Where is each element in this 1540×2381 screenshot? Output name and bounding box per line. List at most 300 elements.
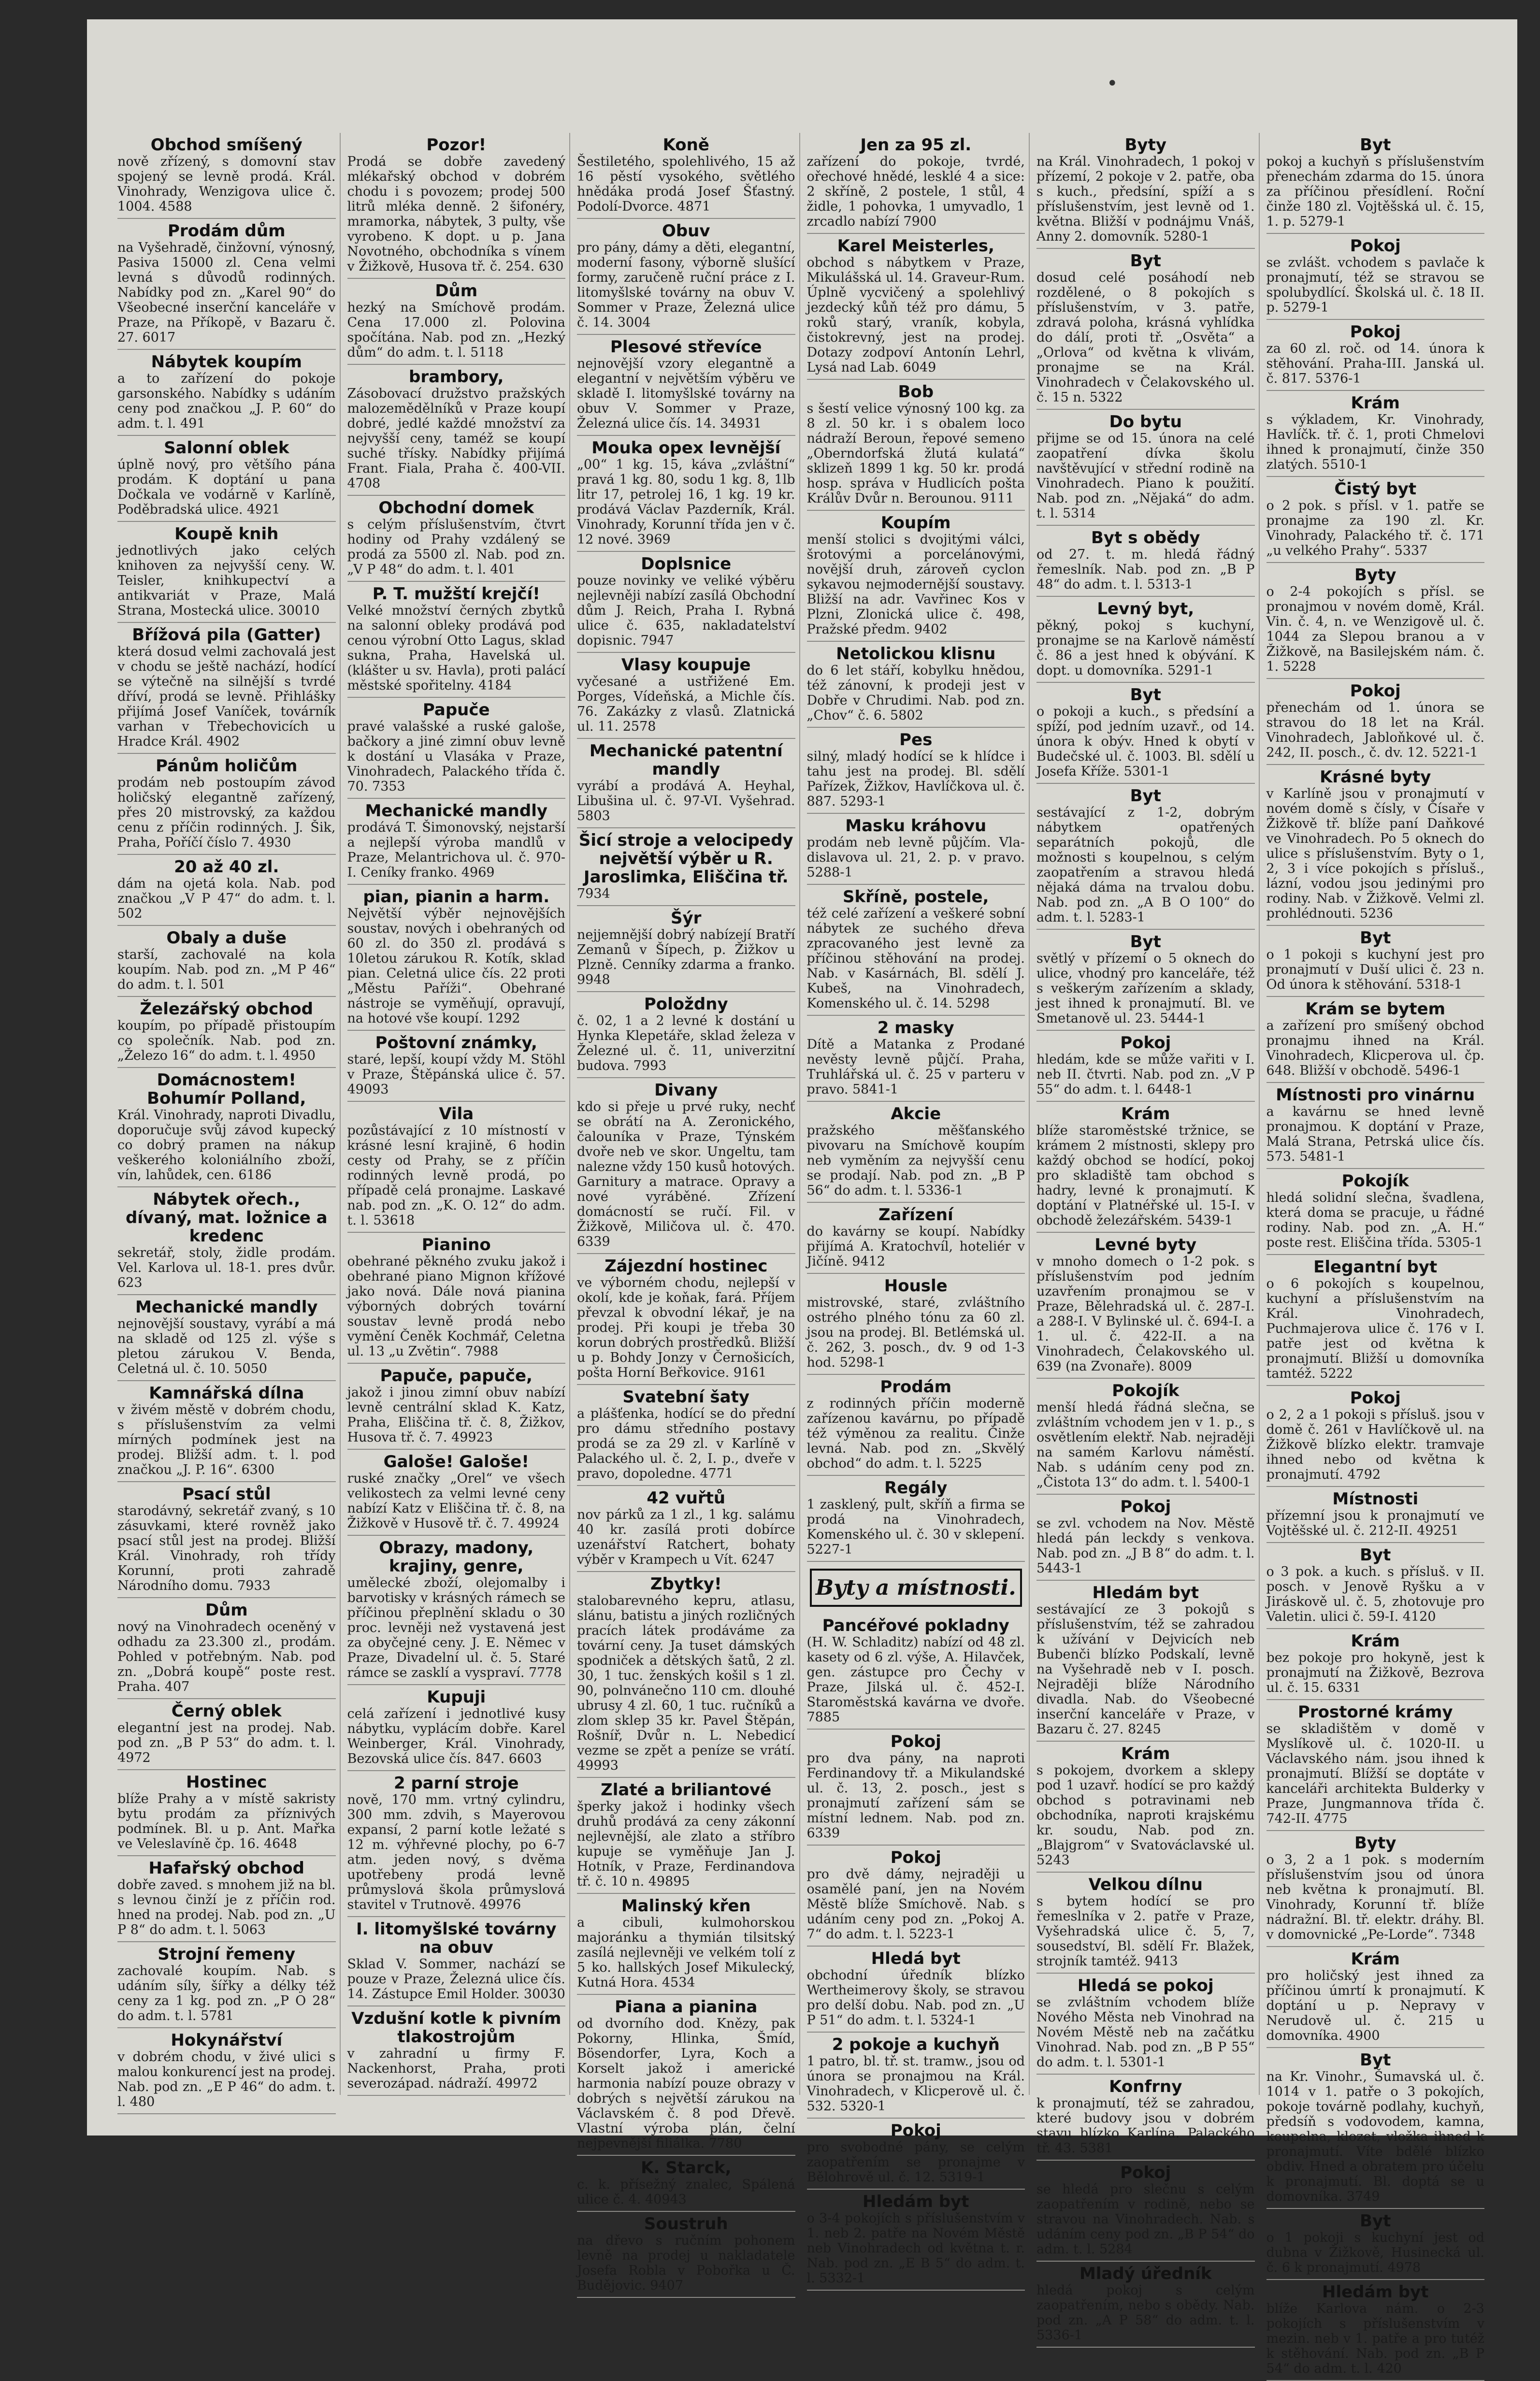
ad-heading: Krám	[1121, 1744, 1170, 1763]
ad-heading: Hostinec	[186, 1773, 267, 1792]
ad-text: přízemní jsou k pronajmutí ve Vojtěšské ul. č. 212-II. 49251	[1266, 1508, 1484, 1538]
ad-text: z rodinných příčin moderně zařízenou kavárnu, po případě též výměnou za realitu. Činže levná. Nab. pod zn. „Skvělý obchod“ do adm. t. l. 5225	[806, 1396, 1025, 1471]
ad-text: elegantní jest na prodej. Nab. pod zn. „B P 53“ do adm. t. l. 4972	[117, 1720, 336, 1765]
ad-heading: Kamnářská dílna	[149, 1384, 304, 1403]
classified-ad	[1036, 683, 1255, 784]
ad-text: nově zřízený, s domovní stav spojený se levně prodá. Král. Vinohrady, Wenzigova ulice č. 1004. 4588	[117, 154, 336, 214]
classified-ad	[807, 1476, 1025, 1562]
ad-text: a zařízení pro smíšený obchod pronajmu ihned na Král. Vinohradech, Klicperova ul. čp. 648. Bližší v obchodě. 5496-1	[1266, 1018, 1484, 1078]
ad-text: sestávající z 1-2, dobrým nábytkem opatřených separátních pokojů, dle možnosti s koupelnou, s celým zaopatřením a stravou hledá nějaká dáma na trvalou dobu. Nab. pod zn. „A B O 100“ do adm. t. l. 5283-1	[1036, 805, 1255, 925]
column-4	[803, 133, 1030, 2286]
classified-ad	[347, 1031, 566, 1102]
classified-ad	[117, 1295, 336, 1381]
classified-ad	[117, 350, 336, 436]
classified-ad	[117, 1381, 336, 1482]
classified-ad	[117, 1856, 336, 1942]
ad-heading: Zájezdní hostinec	[604, 1256, 768, 1276]
ad-heading: P. T. mužští krejčí!	[372, 584, 540, 604]
classified-ad	[117, 2028, 336, 2114]
ad-text: o 1 pokoji s kuchyní jest od dubna v Žižkově, Husinecká ul. č. 6 k pronajmutí. 4978	[1266, 2230, 1484, 2275]
ad-heading: Krásné byty	[1320, 767, 1431, 787]
ad-text: 1 zasklený, pult, skříň a firma se prodá na Vinohradech, Komenského ul. č. 30 v sklepení. 5227-1	[806, 1497, 1025, 1557]
ad-heading: Vlasy koupuje	[621, 655, 751, 675]
ad-text: světlý v přízemí o 5 oknech do ulice, vhodný pro kanceláře, též s veškerým zařízením a sklady, jest ihned k pronajmutí. Bl. ve Smetanově ul. 23. 5444-1	[1036, 951, 1255, 1026]
ad-text: jednotlivých jako celých knihoven za nejvyšší ceny. W. Teisler, knihkupectví a antikvariát v Praze, Malá Strana, Mostecká ulice. 30010	[117, 543, 336, 618]
newspaper-page	[87, 19, 1517, 2376]
classified-ad	[1036, 1974, 1255, 2075]
classified-ad	[1267, 1487, 1485, 1543]
ad-heading: Hledám byt	[1322, 2282, 1429, 2302]
ad-text: úplně nový, pro většího pána prodám. K doptání u pana Dočkala ve vodárně v Karlíně, Poděbradská ulice. 4921	[117, 457, 336, 517]
ad-heading: Elegantní byt	[1313, 1257, 1438, 1277]
classified-ad	[117, 997, 336, 1068]
ad-heading: Velkou dílnu	[1088, 1875, 1203, 1894]
ad-heading: Pokojík	[1341, 1171, 1409, 1191]
classified-ad	[1036, 1102, 1255, 1233]
classified-ad	[807, 1016, 1025, 1102]
ad-heading: Místnosti pro vinárnu	[1276, 1085, 1475, 1105]
ad-heading: 42 vuřtů	[647, 1488, 726, 1508]
ad-text: na Vyšehradě, činžovní, výnosný, Pasiva 15000 zl. Cena velmi levná s důvodů rodinných. Nabídky pod zn. „Karel 90“ do Všeobecné inserční kanceláře v Praze, na Příkopě, v Bazaru č. 27. 6017	[117, 240, 336, 345]
classified-ad	[1036, 1379, 1255, 1495]
ad-text: bez pokoje pro hokyně, jest k pronajmutí na Žižkově, Bezrova ul. č. 15. 6331	[1266, 1650, 1484, 1695]
classified-ad	[1267, 391, 1485, 477]
ad-text: do kavárny se koupí. Nabídky přijímá A. Kratochvíl, hoteliér v Jičíně. 9412	[806, 1224, 1025, 1269]
ad-heading: 2 parní stroje	[393, 1774, 519, 1793]
classified-ad	[1267, 477, 1485, 563]
ad-text: o 6 pokojích s koupelnou, kuchyní a příslušenstvím na Král. Vinohradech, Puchmajerova ulice č. 176 v I. patře jest od května k pronajmutí. Bližší u domovníka tamtéž. 5222	[1266, 1276, 1484, 1381]
ad-heading: Zlaté a briliantové	[601, 1780, 772, 1800]
classified-ad	[347, 1771, 566, 1917]
ad-heading: Prodám	[880, 1377, 952, 1397]
ad-text: dám na ojetá kola. Nab. pod značkou „V P 47“ do adm. t. l. 502	[117, 876, 336, 921]
ad-heading: Akcie	[891, 1104, 941, 1124]
classified-ad	[1267, 2209, 1485, 2280]
classified-ad	[577, 436, 795, 552]
ad-heading: Pokoj	[1350, 681, 1401, 701]
classified-ad	[347, 1536, 566, 1685]
ad-text: obchodní úředník blízko Wertheimerovy školy, se stravou pro delší dobu. Nab. pod zn. „U P 51“ do adm. t. l. 5324-1	[806, 1968, 1025, 2028]
ad-text: prodám neb levně půjčím. Vla-dislavova ul. 21, 2. p. v pravo. 5288-1	[806, 835, 1025, 880]
ad-text: o 3 pok. a kuch. s přísluš. v II. posch. v Jenově Ryšku a v Jiráskově ul. č. 5, zhotovuje pro Valetin. ulici č. 59-I. 4120	[1266, 1564, 1484, 1624]
ad-text: do 6 let stáří, kobylku hnědou, též zánovní, k prodeji jest v Dobře v Chrudimi. Nab. pod zn. „Chov“ č. 6. 5802	[806, 663, 1025, 723]
classified-ad	[577, 1995, 795, 2156]
ad-text: jakož i jinou zimní obuv nabízí levně centrální sklad K. Katz, Praha, Eliščina tř. č. 8, Žižkov, Husova tř. č. 7. 49923	[347, 1385, 565, 1445]
ad-heading: Pozor!	[426, 135, 487, 155]
ad-heading: Pianino	[421, 1235, 491, 1255]
ad-heading: Šýr	[671, 909, 702, 928]
ad-text: na dřevo s ručním pohonem levně na prodej u nakladatele Josefa Robla v Pobořka u Č. Budějovic. 9407	[577, 2233, 795, 2293]
classified-ad	[1267, 133, 1485, 234]
ad-heading: Pokoj	[1350, 322, 1401, 342]
classified-ad	[117, 855, 336, 926]
ad-text: hledám, kde se může vařiti v I. neb II. čtvrti. Nab. pod zn. „V P 55“ do adm. t. l. 6448-1	[1036, 1052, 1255, 1097]
classified-ad	[117, 436, 336, 522]
ad-text: Největší výběr nejnovějších soustav, nových i obehraných od 60 zl. do 350 zl. prodává s 10letou zárukou R. Kotík, sklad pian. Celetná ulice čís. 22 proti „Městu Paříži“. Obehrané nástroje se vyměňují, opravují, na hotové vše koupí. 1292	[347, 906, 565, 1026]
ad-text: blíže staroměstské tržnice, se krámem 2 místnosti, sklepy pro každý obchod se hodící, pokoj pro skladiště tam obchod s hadry, levné k pronajmutí. K doptání v Platnéřské ul. 15-I. v obchodě železářském. 5439-1	[1036, 1123, 1255, 1228]
ad-text: obehrané pěkného zvuku jakož i obehrané piano Mignon křížové jako nová. Dále nová pianina výborných dobrých tovární soustav levně prodá nebo vymění Čeněk Kochmář, Celetna ul. 13 „u Zvětin“. 7988	[347, 1254, 565, 1359]
classified-ad	[1267, 1700, 1485, 1831]
ad-text: se hledá pro slečnu s celým zaopatřením v rodině, nebo se stravou na Vinohradech. Nab. s udáním ceny pod zn. „B P 54“ do adm. t. l. 5284	[1036, 2182, 1255, 2257]
classified-ad	[117, 623, 336, 754]
ad-heading: 20 až 40 zl.	[174, 857, 279, 877]
ad-text: silný, mladý hodící se k hlídce i tahu jest na prodej. Bl. sdělí Pařízek, Žižkov, Havlíčkova ul. č. 887. 5293-1	[806, 749, 1025, 809]
ad-heading: Netolickou klisnu	[836, 644, 996, 664]
ad-heading: Krám	[1351, 1949, 1400, 1969]
ad-heading: brambory,	[409, 367, 504, 387]
ad-text: blíže Karlova nám. o 2-3 pokojích s příslušenstvím v mezin. neb v 1. patře a pro tutéž k stěhování. Nab. pod zn. „B P 54“ do adm. t. l. 420	[1266, 2301, 1484, 2376]
ad-text: prodám neb postoupím závod holičský elegantně zařízený, přes 20 mistrovský, za každou cenu z příčin rodinných. J. Šik, Praha, Poříčí číslo 7. 4930	[117, 775, 336, 850]
ad-text: v Karlíně jsou v pronajmutí v novém domě s čísly, v Čísaře v Žižkově tř. blíže paní Daňkové ve Vinohradech. Po 5 oknech do ulice s příslušenstvím. Byty o 1, 2, 3 i více pokojích s přísluš., lázní, vodou jsou jedinými pro rodiny. Nab. v Žižkově. Velmi zl. prohlédnouti. 5236	[1266, 786, 1484, 921]
ad-heading: Pokojík	[1112, 1381, 1180, 1400]
ad-heading: Mouka opex levnější	[591, 438, 781, 458]
ad-text: c. k. přísežný znalec, Spálená ulice č. 4. 40943	[577, 2177, 795, 2207]
ad-text: zařízení do pokoje, tvrdé, ořechové hnědé, lesklé 4 a sice: 2 skříně, 2 postele, 1 stůl, 4 židle, 1 pohovka, 1 umyvadlo, 1 zrcadlo nabízí 7900	[806, 154, 1025, 229]
classified-ad	[807, 380, 1025, 511]
classified-ad	[577, 2212, 795, 2298]
ad-text: pravé valašské a ruské galoše, bačkory a jiné zimní obuv levně k dostání u Vlasáka v Praze, Vinohradech, Palackého třída č. 70. 7353	[347, 719, 565, 794]
ad-text: menší hledá řádná slečna, se zvláštním vchodem jen v 1. p., s osvětlením elektř. Nab. nejraději na samém Karlovu náměstí. Nab. s udáním ceny pod zn. „Čistota 13“ do adm. t. l. 5400-1	[1036, 1400, 1255, 1490]
classified-ad	[807, 1102, 1025, 1203]
classified-ad	[1267, 563, 1485, 679]
classified-ad	[117, 1770, 336, 1856]
classified-ad	[1267, 234, 1485, 320]
classified-ad	[807, 1274, 1025, 1375]
ad-heading: Zařízení	[878, 1205, 953, 1225]
column-3	[573, 133, 800, 2293]
classified-ad	[1036, 1233, 1255, 1379]
ad-text: Zásobovací družstvo pražských malozemědělníků v Praze koupí dobré, jedlé každé množství za nejvyšší ceny, taméž se koupí suché třísky. Nabídky přijímá Frant. Fiala, Praha č. 400-VII. 4708	[347, 386, 565, 491]
ad-text: stalobarevného kepru, atlasu, slánu, batistu a jiných rozličných pracích látek prodáváme za tovární ceny. Ja tuset dámských spodniček a dětských šatů, 2 zl. 30, 1 tuc. ženských košil s 1 zl. 90, polnvánečno 110 cm. dlouhé ubrusy 4 zl. 60, 1 tuc. ručníků a zlom sklep 35 kr. Pavel Štěpán, Rošníř, Dvůr n. L. Nebedicí vezme se zpět a peníze se vrátí. 49993	[577, 1593, 795, 1773]
ad-heading: Dům	[435, 281, 478, 301]
classified-ad	[577, 739, 795, 828]
ad-text: pokoj a kuchyň s příslušenstvím přenechám zdarma do 15. února za příčinou přesídlení. Roční činže 180 zl. Vojtěšská ul. č. 15, 1. p. 5279-1	[1266, 154, 1484, 229]
ad-text: nejnovější vzory elegantně a elegantní v největším výběru ve skladě I. litomyšlské továrny na obuv V. Sommer v Praze, Železná ulice čís. 14. 34931	[577, 356, 795, 431]
ad-text: o 2-4 pokojích s přísl. se pronajmou v novém domě, Král. Vin. č. 4, n. ve Wenzigově ul. č. 1044 za Slepou branou a v Žižkově, na Basilejském nám. č. 1. 5228	[1266, 584, 1484, 674]
ad-heading: Železářský obchod	[140, 999, 314, 1019]
ad-heading: Jen za 95 zl.	[860, 135, 972, 155]
classified-ad	[1036, 133, 1255, 249]
classified-ad	[1036, 410, 1255, 526]
ad-heading: Kupuji	[427, 1688, 486, 1707]
classified-ad	[117, 522, 336, 623]
classified-ad	[807, 1846, 1025, 1947]
classified-ad	[807, 885, 1025, 1016]
classified-ad	[117, 133, 336, 219]
ad-heading: Pokoj	[890, 1848, 941, 1867]
classified-ad	[807, 1614, 1025, 1730]
classified-ad	[807, 728, 1025, 814]
classified-ad	[117, 926, 336, 997]
ad-heading: Černý oblek	[171, 1702, 282, 1721]
ad-heading: Konfrny	[1109, 2077, 1182, 2096]
classified-ad	[807, 1203, 1025, 1274]
ad-heading: Poštovní známky,	[375, 1033, 537, 1053]
ad-heading: pian, pianin a harm.	[363, 887, 550, 907]
column-1	[114, 133, 341, 2109]
ad-text: šperky jakož i hodinky všech druhů prodává za ceny zákonní nejlevnější, ale zlato a stříbro kupuje se vyměňuje Jan J. Hotník, v Praze, Ferdinandova tř. č. 10 n. 49895	[577, 1799, 795, 1889]
ad-text: se skladištěm v domě v Myslíkově ul. č. 1020-II. u Václavského nám. jsou ihned k pronajmutí. Blížší se doptáte v kanceláři architekta Bulderky v Praze, Jungmannova třída č. 742-II. 4775	[1266, 1721, 1484, 1826]
page-mark: •	[1107, 72, 1118, 95]
classified-ad	[347, 799, 566, 885]
classified-ad	[117, 754, 336, 855]
ad-text: sekretář, stoly, židle prodám. Vel. Karlova ul. 18-1. pres dvůr. 623	[117, 1245, 336, 1290]
ad-heading: Nábytek koupím	[151, 352, 302, 372]
classified-ad	[577, 1572, 795, 1778]
classified-ad	[577, 335, 795, 436]
ad-text: pro dva pány, na naproti Ferdinandovy tř. a Mikulandské ul. č. 13, 2. posch., jest s pronajmutí zařízení sám se místní lednem. Nab. pod zn. 6339	[806, 1751, 1025, 1841]
classified-ad	[807, 133, 1025, 234]
ad-text: dosud celé posáhodí neb rozdělené, o 8 pokojích s příslušenstvím, v 3. patře, zdravá poloha, krásná vyhlídka do dálí, proti tř. „Osvěta“ a „Orlova“ od května k vlivám, pronajme se na Král. Vinohradech v Čelakovského ul. č. 15 n. 5322	[1036, 270, 1255, 405]
ad-text: od dvorního dod. Knězy, pak Pokorny, Hlinka, Šmíd, Bösendorfer, Lyra, Koch a Korselt jakož i americké harmonia nabízí pouze obrazy v dobrých s největší zárukou na Václavském č. 8 pod Dřevě. Vlastní výroba plán, čelní nejpevnější filiálka. 7780	[577, 2016, 795, 2151]
classified-ad	[1267, 1947, 1485, 2048]
ad-text: mistrovské, staré, zvláštního ostrého plného tónu za 60 zl. jsou na prodej. Bl. Betlémská ul. č. 262, 3. posch., dv. 9 od 1-3 hod. 5298-1	[806, 1295, 1025, 1370]
ad-heading: Obchod smíšený	[150, 135, 302, 155]
ad-text: pěkný, pokoj s kuchyní, pronajme se na Karlově náměstí č. 86 a jest hned k obývání. K dopt. u domovníka. 5291-1	[1036, 618, 1255, 678]
ad-text: pro holičský jest ihned za příčinou úmrtí k pronajmutí. K doptání u p. Nepravy v Nerudově ul. č. 215 u domovníka. 4900	[1266, 1968, 1484, 2043]
ad-text: hezký na Smíchově prodám. Cena 17.000 zl. Polovina spočítána. Nab. pod zn. „Hezký dům“ do adm. t. l. 5118	[347, 300, 565, 360]
classified-ad	[1267, 2280, 1485, 2381]
ad-text: s výkladem, Kr. Vinohrady, Havlíčk. tř. č. 1, proti Chmelovi ihned k pronajmutí, činže 350 zlatých. 5510-1	[1266, 412, 1484, 472]
ad-heading: K. Starck,	[641, 2158, 732, 2178]
classified-ad	[117, 1068, 336, 1187]
classified-ad	[1036, 784, 1255, 930]
ad-text: obchod s nábytkem v Praze, Mikulášská ul. 14. Graveur-Rum. Úplně vycvičený a spolehlivý jezdecký kůň též pro dámu, 5 roků starý, vraník, kobyla, čistokrevný, jest na prodej. Dotazy zodpoví Antonín Lehrl, Lysá nad Lab. 6049	[806, 255, 1025, 375]
classified-ad	[347, 885, 566, 1031]
classified-ad	[347, 1102, 566, 1233]
ad-heading: Divany	[654, 1081, 718, 1100]
ad-text: o pokoji a kuch., s předsíní a spíží, pod jedním uzavř., od 14. února k obýv. Hned k obytí v Budečské ul. č. 1003. Bl. sdělí u Josefa Kříže. 5301-1	[1036, 704, 1255, 779]
classified-ad	[807, 1375, 1025, 1476]
classified-ad	[577, 1486, 795, 1572]
classified-ad	[347, 698, 566, 799]
ad-text: o 1 pokoji s kuchyní jest pro pronajmutí v Duší ulici č. 23 n. Od února k stěhování. 5318-1	[1266, 947, 1484, 992]
ad-heading: Byt	[1360, 2050, 1391, 2070]
ad-heading: Byty	[1354, 565, 1396, 585]
ad-text: Prodá se dobře zavedený mlékařský obchod v dobrém chodu i s povozem; prodej 500 litrů mléka denně. 2 šifonéry, mramorka, nábytek, 3 pulty, vše vyrobeno. K dopt. u p. Jana Novotného, obchodníka s vínem v Žižkově, Husova tř. č. 254. 630	[347, 154, 565, 274]
ad-heading: Dům	[205, 1601, 248, 1620]
classified-ad	[807, 1947, 1025, 2033]
ad-heading: Vzdušní kotle k pivním tlakostrojům	[351, 2009, 561, 2047]
ad-text: se zvláštním vchodem blíže Nového Města neb Vinohrad na Novém Městě neb na začátku Vinohrad. Nab. pod zn. „B P 55“ do adm. t. l. 5301-1	[1036, 1995, 1255, 2070]
ad-heading: Byt	[1130, 932, 1161, 952]
ad-heading: Levný byt,	[1097, 599, 1195, 619]
ad-text: „00“ 1 kg. 15, káva „zvláštní“ pravá 1 kg. 80, sodu 1 kg. 8, 1lb litr 17, petrolej 16, 1 kg. 19 kr. prodává Václav Pazderník, Král. Vinohrady, Korunní třída jen v č. 12 nové. 3969	[577, 457, 795, 547]
classified-ad	[1036, 930, 1255, 1031]
ad-text: Šestiletého, spolehlivého, 15 až 16 pěstí vysokého, světlého hnědáka prodá Josef Šťastný. Podolí-Dvorce. 4871	[577, 154, 795, 214]
ad-heading: Krám se bytem	[1305, 999, 1446, 1019]
classified-ad	[807, 234, 1025, 380]
ad-heading: Nábytek ořech., dívaný, mat. ložnice a kredenc	[125, 1190, 328, 1246]
classified-ad	[1267, 2048, 1485, 2209]
ad-heading: Bob	[898, 382, 934, 402]
classified-ad	[117, 219, 336, 350]
classified-ad	[1267, 1629, 1485, 1700]
classified-ad	[807, 2119, 1025, 2190]
classified-ad	[577, 2156, 795, 2212]
ad-text: ve výborném chodu, nejlepší v okolí, kde je koňak, fará. Příjem převzal k obvodní lékař, je na prodej. Při koupi je třeba 30 korun dobrých prostředků. Bližší u p. Bohdy Jonzy v Černošicích, pošta Horní Beřkovice. 9161	[577, 1275, 795, 1380]
classified-ad	[117, 1482, 336, 1598]
ad-heading: Do bytu	[1109, 412, 1182, 432]
ad-text: a to zařízení do pokoje garsonského. Nabídky s udáním ceny pod značkou „J. P. 60“ do adm. t. l. 491	[117, 371, 336, 431]
ad-text: hledá solidní slečna, švadlena, která doma se pracuje, u řádné rodiny. Nab. pod zn. „A. H.“ poste rest. Eliščina třída. 5305-1	[1266, 1190, 1484, 1250]
classified-ad	[1267, 1169, 1485, 1255]
ad-text: za 60 zl. roč. od 14. února k stěhování. Praha-III. Janská ul. č. 817. 5376-1	[1266, 341, 1484, 386]
ad-heading: Domácnostem! Bohumír Polland,	[147, 1070, 306, 1108]
ad-heading: Papuče, papuče,	[380, 1366, 533, 1385]
ad-heading: Prostorné krámy	[1297, 1703, 1453, 1722]
ad-text: pražského měšťanského pivovaru na Smíchově koupím neb vyměním za nejvyšší cenu se prodají. Nab. pod zn. „B P 56“ do adm. t. l. 5336-1	[806, 1123, 1025, 1198]
ad-text: č. 02, 1 a 2 levné k dostání u Hynka Klepetáře, sklad železa v Železné ul. č. 11, univerzitní budova. 7993	[577, 1013, 795, 1073]
ad-text: blíže Prahy a v místě sakristy bytu prodám za příznivých podmínek. Bl. u p. Ant. Mařka ve Veleslavíně čp. 16. 4648	[117, 1791, 336, 1851]
ad-text: v zahradní u firmy F. Nackenhorst, Praha, proti severozápad. nádraží. 49972	[347, 2046, 565, 2091]
ad-text: Sklad V. Sommer, nachází se pouze v Praze, Železná ulice čís. 14. Zástupce Emil Holder. 30030	[347, 1957, 565, 2002]
classified-ad	[1036, 1031, 1255, 1102]
ad-heading: 2 pokoje a kuchyň	[832, 2035, 1000, 2054]
ad-heading: Hledám byt	[863, 2192, 969, 2211]
ad-text: na Kr. Vinohr., Šumavská ul. č. 1014 v 1. patře o 3 pokojích, pokoje továrně podlahy, kuchyň, předsíň s vodovodem, kamna, koupelna, klozet, vložka ihned k pronajmutí. Víte bdělé blízko obdiv. Hned a obratem pro účelu k pronajmutí. Bl. doptá se u domovníka. 3749	[1266, 2069, 1484, 2204]
classified-ad	[347, 1685, 566, 1771]
ad-heading: Byt	[1360, 1545, 1391, 1565]
classified-ad	[807, 2033, 1025, 2119]
ad-heading: Hledám byt	[1092, 1583, 1199, 1602]
ad-heading: Pokoj	[1350, 1388, 1401, 1408]
classified-ad	[1036, 2161, 1255, 2262]
ad-text: též celé zařízení a veškeré sobní nábytek ze suchého dřeva zpracovaného jest levně za příčinou stěhování na prodej. Nab. v Kasárnách, Bl. sdělí J. Kubeš, na Vinohradech, Komenského ul. č. 14. 5298	[806, 906, 1025, 1011]
ad-text: starší, zachovalé na kola koupím. Nab. pod zn. „M P 46“ do adm. t. l. 501	[117, 947, 336, 992]
classified-ad	[577, 219, 795, 335]
ad-heading: Doplsnice	[641, 554, 732, 574]
classified-ad	[347, 1917, 566, 2006]
ad-heading: Piana a pianina	[615, 1997, 758, 2017]
ad-text: v mnoho domech o 1-2 pok. s příslušenstvím pod jedním uzavřením pronajmou se v Praze, Bělehradská ul. č. 287-I. a 288-I. V Bylinské ul. č. 694-I. a 1. ul. č. 422-II. a na Vinohradech, Čelakovského ul. 639 (na Zvonaře). 8009	[1036, 1254, 1255, 1374]
ad-heading: Malinský křen	[621, 1896, 751, 1916]
ad-heading: Pokoj	[1350, 236, 1401, 256]
classified-ad	[577, 133, 795, 219]
ad-heading: Krám	[1351, 1631, 1400, 1651]
ad-heading: Šicí stroje a velocipedy největší výběr u R. Jaroslimka, Eliščina tř.	[578, 831, 793, 887]
ad-text: Dítě a Matanka z Prodané nevěsty levně půjčí. Praha, Truhlářská ul. č. 25 v parteru v pravo. 5841-1	[806, 1037, 1025, 1097]
ad-heading: Břížová pila (Gatter)	[132, 625, 321, 645]
classified-ad	[577, 992, 795, 1078]
ad-text: Král. Vinohrady, naproti Divadlu, doporučuje svůj závod kupecký co dobrý pramen na nákup veškerého koloniálního zboží, vín, lahůdek, cen. 6186	[117, 1108, 336, 1183]
ad-heading: Byt	[1130, 685, 1161, 705]
ad-text: nov párků za 1 zl., 1 kg. salámu 40 kr. zasílá proti dobírce uzenářství Ratchert, bohaty výběr v Krampech u Vít. 6247	[577, 1507, 795, 1567]
ad-text: pro svobodné pány, se celým zaopatřením se pronajme v Bělohrově ul. č. 12. 5319-1	[806, 2140, 1025, 2185]
ad-text: a kavárnu se hned levně pronajmou. K doptání v Praze, Malá Strana, Petrská ulice čís. 573. 5481-1	[1266, 1104, 1484, 1164]
ad-heading: Obrazy, madony, krajiny, genre,	[379, 1538, 534, 1576]
ad-text: o 3, 2 a 1 pok. s moderním příslušenstvím jsou od února neb května k pronajmutí. Bl. Vinohrady, Korunní tř. blíže nádražní. Bl. tř. elektr. dráhy. Bl. v domovnické „Pe-Lorde“. 7348	[1266, 1852, 1484, 1942]
ad-text: se zvlášt. vchodem s pavlače k pronajmutí, též se stravou se spolubydlící. Školská ul. č. 18 II. p. 5279-1	[1266, 255, 1484, 315]
ad-heading: Byt	[1130, 786, 1161, 806]
classified-ad	[577, 828, 795, 906]
ad-text: prodává T. Šimonovský, nejstarší a nejlepší výroba mandlů v Praze, Melantrichova ul. č. 970-I. Ceníky franko. 4969	[347, 820, 565, 880]
ad-heading: Obaly a duše	[166, 928, 287, 948]
ad-heading: Skříně, postele,	[843, 887, 989, 907]
ad-heading: Vila	[439, 1104, 474, 1124]
classified-ad	[577, 1778, 795, 1894]
ad-text: o 3-4 pokojích s příslušenstvím v 1. neb 2. patře na Novém Městě neb Vinohradech od května t. r. Nab. pod zn. „E B 5“ do adm. t. l. 5332-1	[806, 2211, 1025, 2286]
ad-text: o 2 pok. s přísl. v 1. patře se pronajme za 190 zl. Kr. Vinohrady, Palackého tř. č. 171 „u velkého Prahy“. 5337	[1266, 498, 1484, 558]
ad-heading: Čistý byt	[1334, 479, 1417, 499]
ad-heading: Mechanické patentní mandly	[589, 741, 783, 779]
classified-ad	[347, 133, 566, 279]
ad-text: pouze novinky ve veliké výběru nejlevněji nabízí zasílá Obchodní dům J. Reich, Praha I. Rybná ulice č. 635, nakladatelství dopisnic. 7947	[577, 573, 795, 648]
classified-ad	[347, 496, 566, 582]
classified-ad	[1267, 1083, 1485, 1169]
ad-heading: Koupě knih	[174, 524, 279, 544]
ad-text: v dobrém chodu, v živé ulici s malou konkurencí jest na prodej. Nab. pod zn. „E P 46“ do adm. t. l. 480	[117, 2049, 336, 2109]
section-banner: Byty a místnosti.	[810, 1569, 1022, 1607]
classified-ad	[117, 1598, 336, 1699]
ad-text: nově, 170 mm. vrtný cylindru, 300 mm. zdvih, s Mayerovou expansí, 2 parní kotle ležaté s 12 m. výhřevné plochy, po 6-7 atm. jeden nový, s dvěma upotřebeny prodá levně průmyslová škola průmyslová stavitel v Trutnově. 49976	[347, 1792, 565, 1912]
classified-ad	[807, 642, 1025, 728]
ad-text: pro pány, dámy a děti, elegantní, moderní fasony, výborně slušící formy, zaručeně ruční práce z I. litomyšlské továrny na obuv V. Sommer v Praze, Železná ulice č. 14. 3004	[577, 240, 795, 330]
ad-text: k pronajmutí, též se zahradou, které budovy jsou v dobrém stavu blízko Karlína. Palackého tř. 43. 5381	[1036, 2096, 1255, 2156]
ad-text: pozůstávající z 10 místností v krásné lesní krajině, 6 hodin cesty od Prahy, se z příčin rodinných levně prodá, po případě celá pronajme. Laskavé nab. pod zn. „K. O. 12“ do adm. t. l. 53618	[347, 1123, 565, 1228]
ad-text: (H. W. Schladitz) nabízí od 48 zl. kasety od 6 zl. výše, A. Hilavček, gen. zástupce pro Čechy v Praze, Jilská ul. č. 452-I. Staroměstská kavárna ve dvoře. 7885	[806, 1635, 1025, 1725]
ad-heading: Obuv	[662, 221, 710, 241]
classified-ad	[347, 2006, 566, 2096]
ad-text: kdo si přeje u prvé ruky, nechť se obrátí na A. Zeronického, čalouníka v Praze, Týnském dvoře neb ve skor. Ungeltu, tam nalezne vždy 150 kusů hotových. Garnitury a matrace. Opravy a nové vyráběné. Zřízení domácností se ručí. Fil. v Žižkově, Miličova ul. č. 470. 6339	[577, 1099, 795, 1249]
ad-text: s bytem hodící se pro řemeslníka v 2. patře v Praze, Vyšehradská ulice č. 5, 7, sousedství, Bl. sdělí Fr. Blažek, strojník tamtéž. 9413	[1036, 1894, 1255, 1969]
ad-text: nejjemnější dobrý nabízejí Bratří Zemanů v Šípech, p. Žižkov u Plzně. Cenníky zdarma a franko. 9948	[577, 927, 795, 987]
ad-heading: Hokynářství	[171, 2031, 283, 2050]
ad-text: přenechám od 1. února se stravou do 18 let na Král. Vinohradech, Jabloňkové ul. č. 242, II. posch., č. dv. 12. 5221-1	[1266, 700, 1484, 760]
ad-heading: Koupím	[880, 513, 951, 533]
ad-heading: Koně	[662, 135, 709, 155]
column-5	[1033, 133, 1260, 2343]
classified-ad	[577, 1894, 795, 1995]
ad-text: se zvl. vchodem na Nov. Městě hledá pán leckdy s venkova. Nab. pod zn. „J B 8“ do adm. t. l. 5443-1	[1036, 1516, 1255, 1576]
ad-heading: Svatební šaty	[622, 1387, 750, 1407]
ad-heading: Byt	[1360, 135, 1391, 155]
classified-ad	[1267, 1831, 1485, 1947]
ad-heading: Krám	[1121, 1104, 1170, 1124]
classified-ad	[1267, 320, 1485, 391]
ad-text: která dosud velmi zachovalá jest v chodu se ještě nachází, hodící se výtečně na silnější s tvrdé dříví, prodá se levně. Přihlášky přijímá Josef Vaníček, továrník varhan v Třebechovicích u Hradce Král. 4902	[117, 644, 336, 749]
ad-heading: Prodám dům	[167, 221, 286, 241]
ad-heading: Byt	[1360, 928, 1391, 948]
ad-text: vyrábí a prodává A. Heyhal, Libušina ul. č. 97-VI. Vyšehrad. 5803	[577, 779, 795, 823]
ad-text: 7934	[577, 886, 610, 901]
ad-heading: Pokoj	[890, 2121, 941, 2140]
ad-heading: Masku kráhovu	[845, 816, 987, 836]
classified-ad	[347, 279, 566, 365]
ad-heading: Byty	[1124, 135, 1166, 155]
ad-heading: Byt s obědy	[1091, 528, 1200, 548]
classified-ad	[347, 365, 566, 496]
classified-ad	[807, 511, 1025, 642]
classified-ad	[117, 1699, 336, 1770]
classified-ad	[577, 552, 795, 653]
column-6	[1263, 133, 1489, 2376]
ad-heading: Položdny	[644, 995, 728, 1014]
ad-heading: Hledá byt	[871, 1949, 961, 1968]
ad-text: pro dvě dámy, nejraději u osamělé paní, jen na Novém Městě blíže Smíchově. Nab. s udáním ceny pod zn. „Pokoj A. 7“ do adm. t. l. 5223-1	[806, 1867, 1025, 1942]
ad-heading: Papuče	[422, 700, 490, 720]
ad-heading: I. litomyšlské továrny na obuv	[356, 1919, 557, 1957]
classified-ad	[347, 1450, 566, 1536]
classified-ad	[1036, 2075, 1255, 2161]
classified-ad	[577, 653, 795, 739]
ad-heading: 2 masky	[877, 1018, 954, 1038]
ad-heading: Regály	[884, 1478, 948, 1498]
ad-heading: Byty	[1354, 1833, 1396, 1853]
ad-heading: Levné byty	[1094, 1235, 1197, 1255]
ad-heading: Hafařský obchod	[148, 1859, 304, 1878]
classified-ad	[1036, 1495, 1255, 1581]
